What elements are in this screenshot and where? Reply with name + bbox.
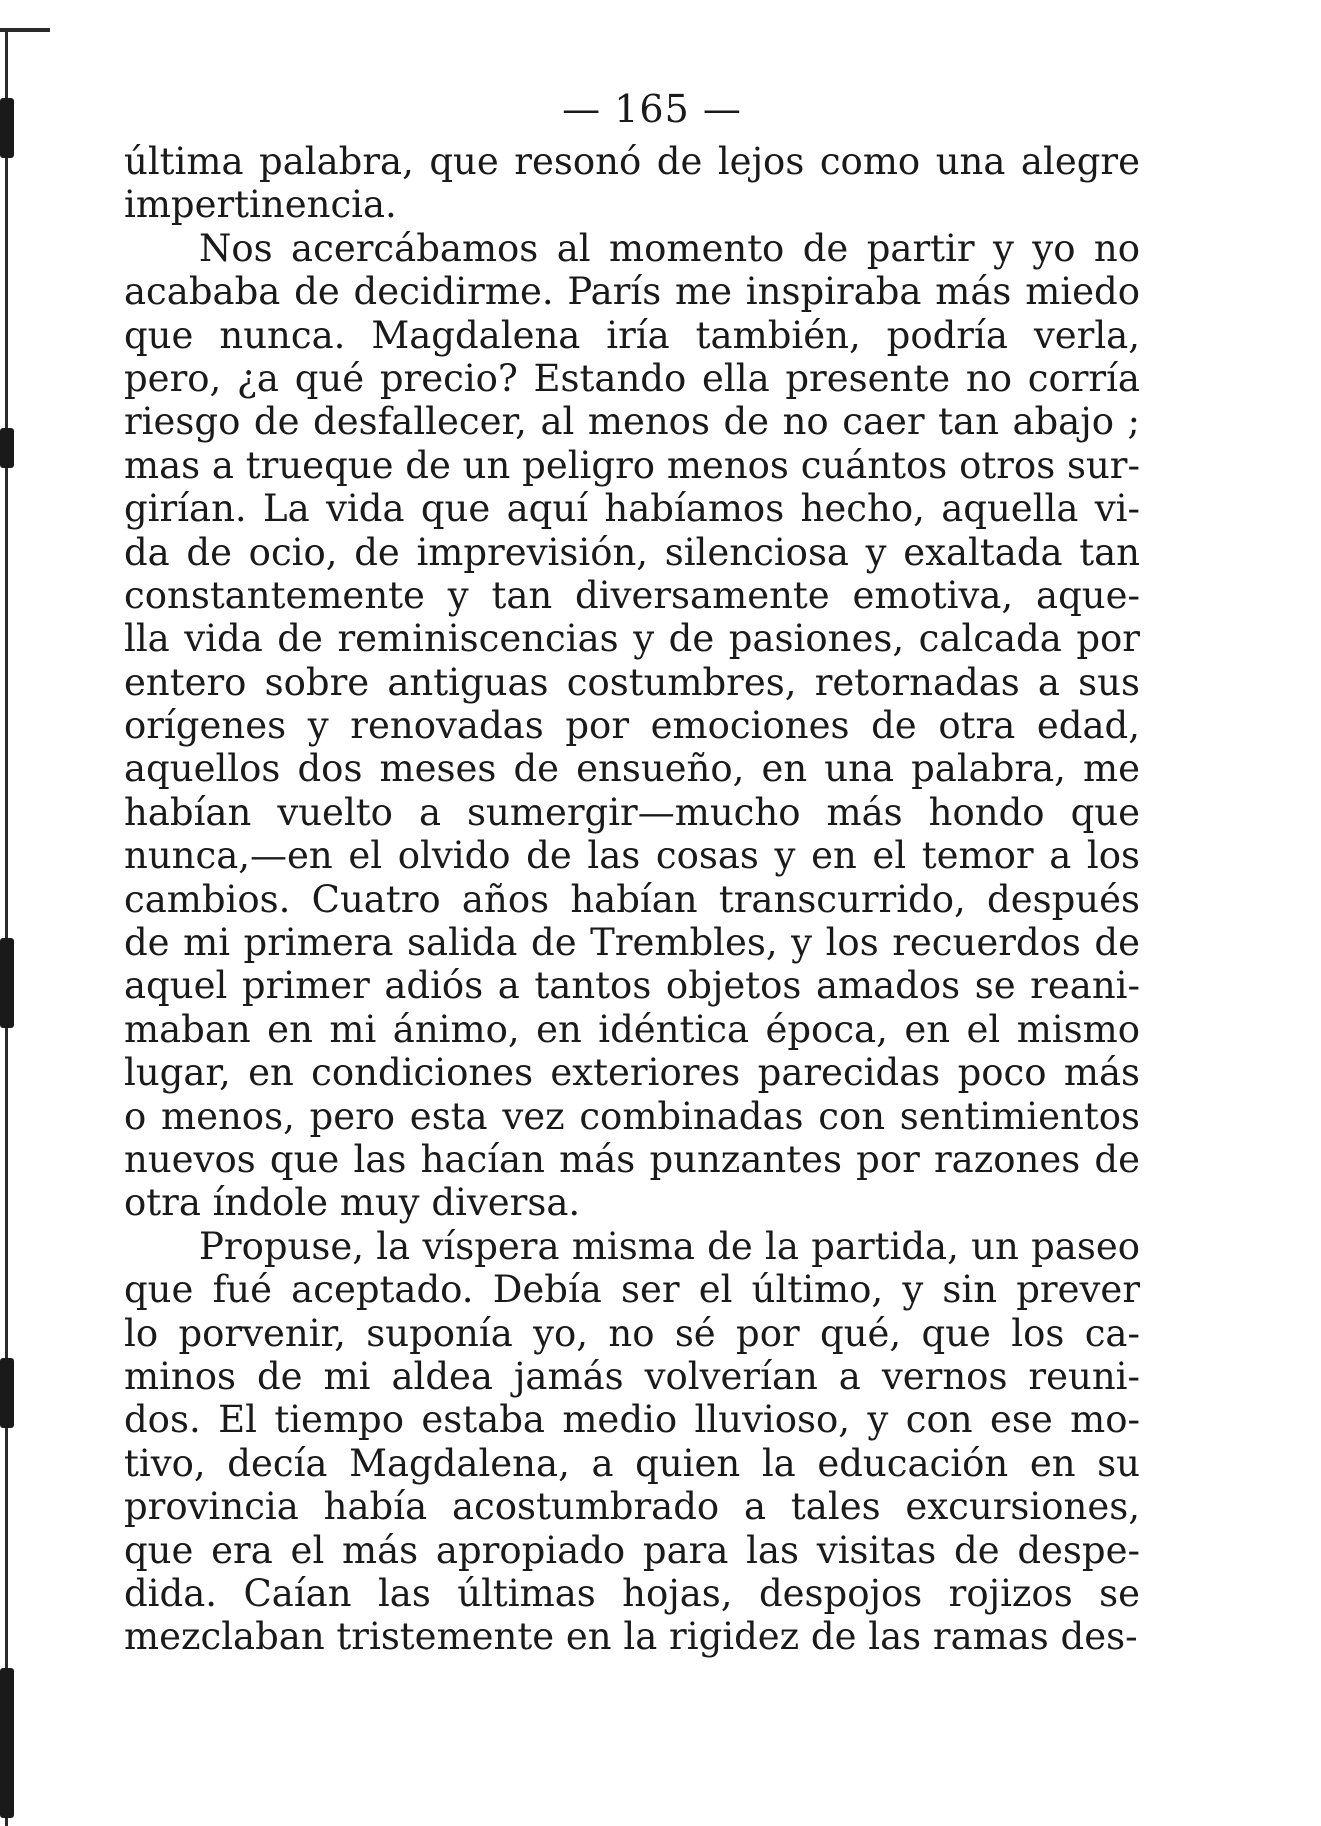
text-line: da de ocio, de imprevisión, silenciosa y exaltada tan bbox=[124, 530, 1140, 574]
book-page bbox=[124, 88, 1140, 1659]
text-line: lla vida de reminiscencias y de pasiones, calcada por bbox=[124, 617, 1140, 661]
binding-edge bbox=[0, 28, 14, 1826]
text-line: impertinencia. bbox=[124, 183, 397, 227]
text-line: tivo, decía Magdalena, a quien la educación en su bbox=[124, 1441, 1140, 1485]
text-line: riesgo de desfallecer, al menos de no caer tan abajo ; bbox=[124, 400, 1140, 444]
text-line: Propuse, la víspera misma de la partida, un paseo bbox=[199, 1224, 1140, 1268]
binding-edge-mark bbox=[0, 1358, 14, 1428]
paragraph bbox=[124, 1225, 1140, 1659]
text-line: otra índole muy diversa. bbox=[124, 1181, 581, 1225]
page-number: — 165 — bbox=[562, 87, 742, 131]
text-line: mezclaban tristemente en la rigidez de las ramas des- bbox=[124, 1615, 1138, 1659]
binding-edge-mark bbox=[0, 428, 14, 468]
text-line: cambios. Cuatro años habían transcurrido, después bbox=[124, 877, 1140, 921]
text-line: girían. La vida que aquí habíamos hecho, aquella vi- bbox=[124, 487, 1140, 531]
text-line: entero sobre antiguas costumbres, retornadas a sus bbox=[124, 660, 1140, 704]
paragraph bbox=[124, 227, 1140, 1225]
text-line: o menos, pero esta vez combinadas con sentimientos bbox=[124, 1094, 1140, 1138]
text-line: aquel primer adiós a tantos objetos amados se reani- bbox=[124, 964, 1140, 1008]
text-line: última palabra, que resonó de lejos como una alegre bbox=[124, 140, 1140, 183]
text-line: dos. El tiempo estaba medio lluvioso, y con ese mo- bbox=[124, 1398, 1140, 1442]
binding-edge-mark bbox=[0, 1668, 14, 1818]
text-line: constantemente y tan diversamente emotiva, aque- bbox=[124, 573, 1140, 617]
binding-edge-mark bbox=[0, 938, 14, 1028]
text-line: acababa de decidirme. París me inspiraba más miedo bbox=[124, 270, 1140, 314]
text-line: que nunca. Magdalena iría también, podría verla, bbox=[124, 313, 1140, 357]
text-line: que era el más apropiado para las visitas de despe- bbox=[124, 1528, 1140, 1572]
text-line: dida. Caían las últimas hojas, despojos rojizos se bbox=[124, 1571, 1140, 1615]
text-line: provincia había acostumbrado a tales excursiones, bbox=[124, 1485, 1140, 1529]
text-line: maban en mi ánimo, en idéntica época, en el mismo bbox=[124, 1007, 1140, 1051]
paragraph bbox=[124, 140, 1140, 227]
binding-edge-rule bbox=[5, 28, 8, 1826]
text-line: Nos acercábamos al momento de partir y yo no bbox=[199, 226, 1140, 270]
text-line: nunca,—en el olvido de las cosas y en el temor a los bbox=[124, 834, 1140, 878]
page-text-body bbox=[124, 140, 1140, 1659]
text-line: aquellos dos meses de ensueño, en una palabra, me bbox=[124, 747, 1140, 791]
text-line: nuevos que las hacían más punzantes por razones de bbox=[124, 1137, 1140, 1181]
text-line: que fué aceptado. Debía ser el último, y sin prever bbox=[124, 1268, 1140, 1312]
text-line: pero, ¿a qué precio? Estando ella presente no corría bbox=[124, 356, 1140, 400]
text-line: lugar, en condiciones exteriores parecidas poco más bbox=[124, 1051, 1140, 1095]
text-line: lo porvenir, suponía yo, no sé por qué, que los ca- bbox=[124, 1311, 1140, 1355]
text-line: habían vuelto a sumergir—mucho más hondo que bbox=[124, 790, 1140, 834]
text-line: mas a trueque de un peligro menos cuántos otros sur- bbox=[124, 443, 1140, 487]
text-line: de mi primera salida de Trembles, y los recuerdos de bbox=[124, 921, 1140, 965]
text-line: minos de mi aldea jamás volverían a vernos reuni- bbox=[124, 1354, 1140, 1398]
binding-edge-mark bbox=[0, 98, 14, 158]
text-line: orígenes y renovadas por emociones de otra edad, bbox=[124, 704, 1140, 748]
